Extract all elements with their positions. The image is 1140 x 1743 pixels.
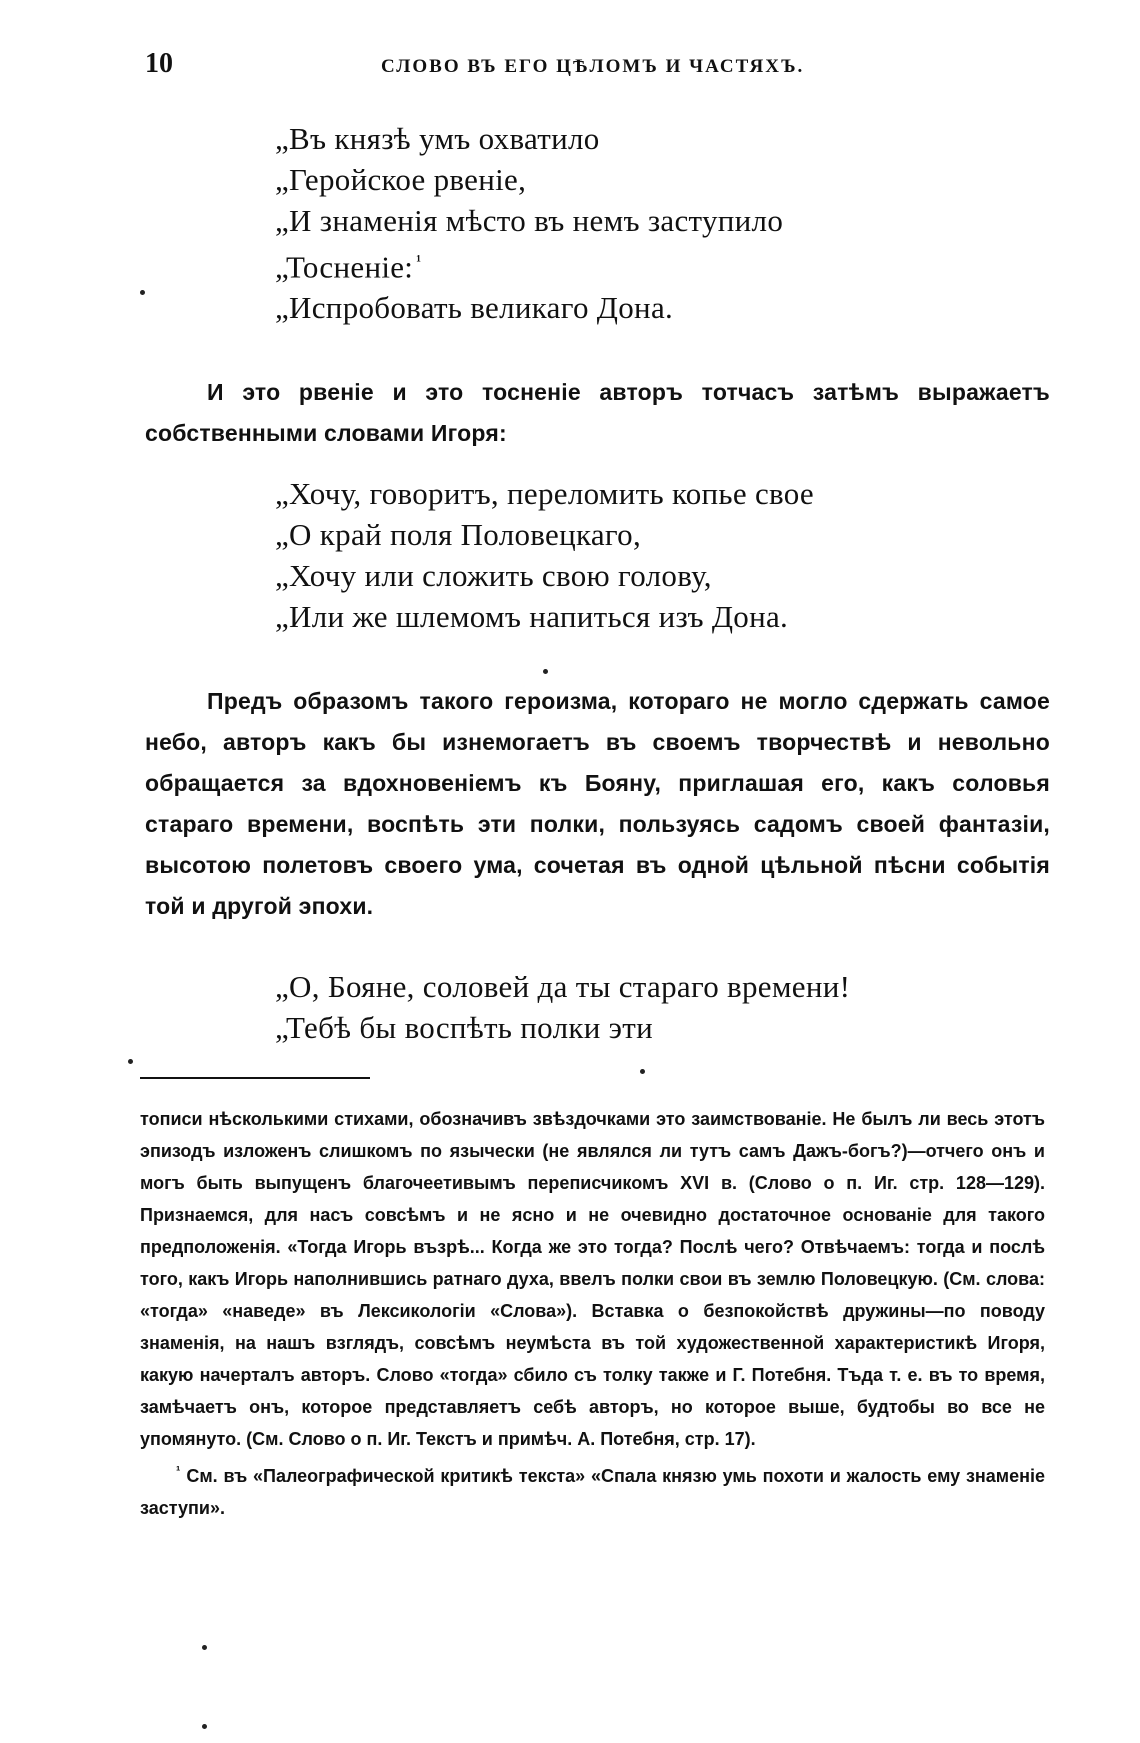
verse-line: „И знаменія мѣсто въ немъ заступило: [275, 203, 784, 238]
verse-quote-3: [275, 966, 850, 1048]
verse-line: „Испробовать великаго Дона.: [275, 290, 674, 326]
print-speck: [202, 1645, 207, 1650]
footnote-1: [140, 1455, 1045, 1524]
footnote-marker: ¹: [176, 1463, 181, 1478]
footnote-1-text: См. въ «Палеографической критикѣ текста» «Спала князю умь похоти и жалость ему знаменіе заступи».: [140, 1466, 1045, 1518]
paragraph-2: Предъ образомъ такого героизма, котораго не могло сдержать самое небо, авторъ какъ бы изнемогаетъ въ своемъ творчествѣ и невольно обращается за вдохновеніемъ къ Бояну, приглашая его, какъ соловья стараго времени, воспѣть эти полки, пользуясь садомъ своей фантазіи, высотою полетовъ своего ума, сочетая въ одной цѣльной пѣсни событія той и другой эпохи.: [145, 688, 1050, 919]
running-title: СЛОВО ВЪ ЕГО ЦѢЛОМЪ И ЧАСТЯХЪ.: [381, 56, 805, 77]
verse-line: „Хочу, говоритъ, переломить копье свое: [275, 476, 814, 511]
verse-quote-1: [275, 118, 783, 328]
paragraph-1: И это рвеніе и это тосненіе авторъ тотчасъ затѣмъ выражаетъ собственными словами Игоря:: [145, 379, 1050, 446]
print-speck: [640, 1069, 645, 1074]
footnotes: [140, 1103, 1045, 1524]
print-speck: [140, 290, 145, 295]
verse-line-text: „Тосненіе:: [275, 249, 414, 285]
verse-line: „Хочу или сложить свою голову,: [275, 558, 712, 593]
footnote-rule: [140, 1077, 370, 1079]
footnote-continuation: тописи нѣсколькими стихами, обозначивъ звѣздочками это заимствованіе. Не былъ ли весь этотъ эпизодъ изложенъ слишкомъ по язычески (не являлся ли тутъ самъ Дажъ-богъ?)—отчего онъ и могъ быть выпущенъ благочеетивымъ переписчикомъ XVI в. (Слово о п. Иг. стр. 128—129). Признаемся, для насъ совсѣмъ и не ясно и не очевидно достаточное основаніе для такого предположенія. «Тогда Игорь възрѣ... Когда же это тогда? Послѣ чего? Отвѣчаемъ: тогда и послѣ того, какъ Игорь наполнившись ратнаго духа, ввелъ полки свои въ землю Половецкую. (См. слова: «тогда» «наведе» въ Лексикологіи «Слова»). Вставка о безпокойствѣ дружины—по поводу знаменія, на нашъ взглядъ, совсѣмъ неумѣста въ той художественной характеристикѣ Игоря, какую начерталъ авторъ. Слово «тогда» сбило съ толку также и Г. Потебня. Тъда т. е. въ то время, замѣчаетъ онъ, которое представляетъ себѣ авторъ, но которое выше, будтобы во все не упомянуто. (См. Слово о п. Иг. Текстъ и примѣч. А. Потебня, стр. 17).: [140, 1109, 1045, 1449]
verse-line: „Геройское рвеніе,: [275, 162, 527, 197]
verse-line: „Тебѣ бы воспѣть полки эти: [275, 1010, 653, 1045]
verse-quote-2: [275, 473, 814, 637]
running-head: [145, 48, 1040, 88]
print-speck: [202, 1724, 207, 1729]
footnote-reference: ¹: [416, 253, 422, 270]
verse-line: „О, Бояне, соловей да ты стараго времени!: [275, 969, 851, 1004]
verse-line: „Въ князѣ умъ охватило: [275, 121, 600, 156]
print-speck: [128, 1059, 133, 1064]
verse-line-with-footnote: [275, 241, 783, 287]
verse-line: „О край поля Половецкаго,: [275, 517, 642, 552]
print-speck: [543, 669, 548, 674]
verse-line: „Или же шлемомъ напиться изъ Дона.: [275, 599, 789, 634]
page-number: 10: [145, 48, 173, 79]
